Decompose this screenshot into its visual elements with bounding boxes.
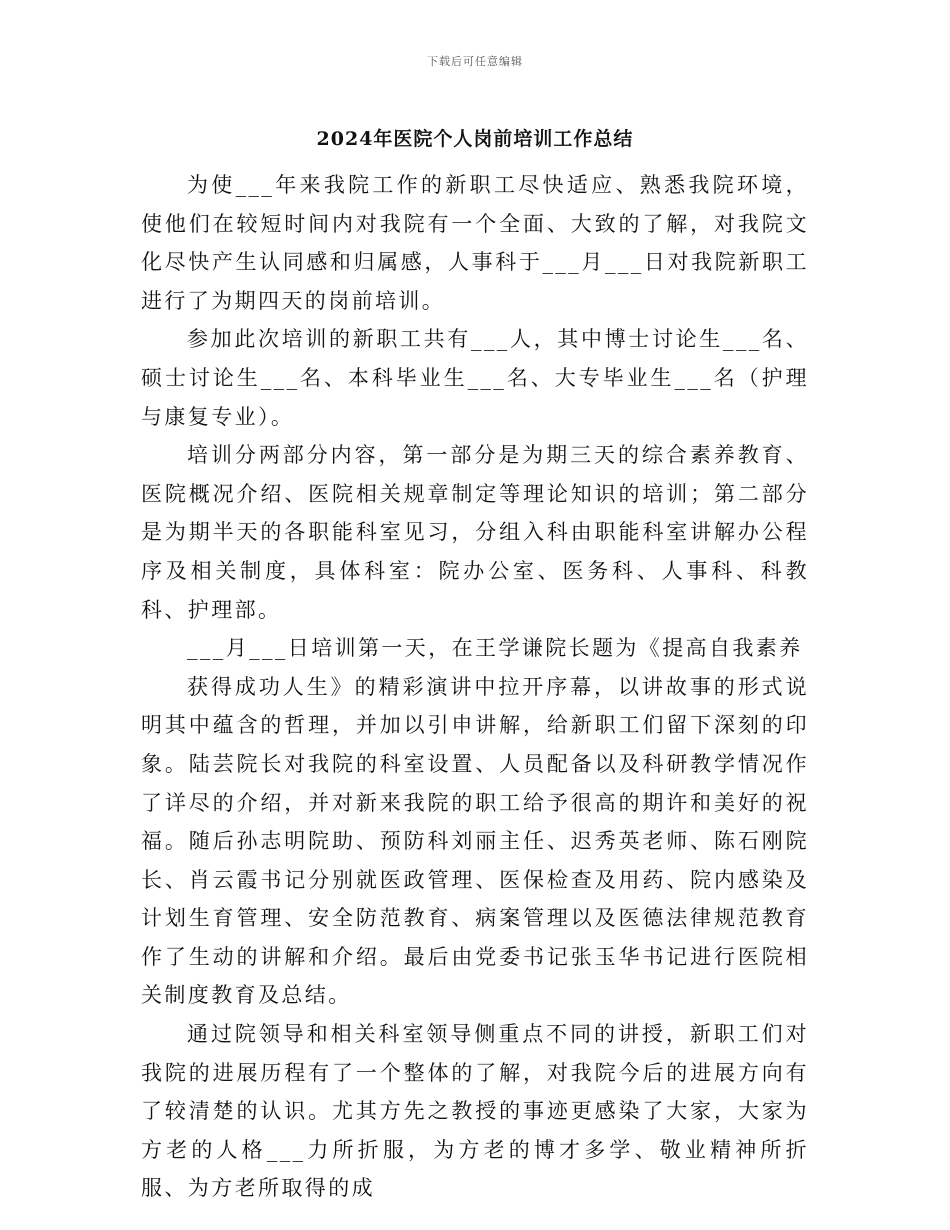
header-note: 下载后可任意编辑 — [427, 55, 523, 68]
paragraph-lecture: 获得成功人生》的精彩演讲中拉开序幕，以讲故事的形式说明其中蕴含的哲理，并加以引申讲解，给新职工们留下深刻的印象。陆芸院长对我院的科室设置、人员配备以及科研教学情况作了详尽的介绍，并对新来我院的职工给予很高的期许和美好的祝福。随后孙志明院助、预防科刘丽主任、迟秀英老师、陈石刚院长、肖云霞书记分别就医政管理、医保检查及用药、院内感染及计划生育管理、安全防范教育、病案管理以及医德法律规范教育作了生动的讲解和介绍。最后由党委书记张玉华书记进行医院相关制度教育及总结。 — [141, 674, 809, 1008]
paragraph-participants: 参加此次培训的新职工共有___人，其中博士讨论生___名、硕士讨论生___名、本科毕业生___名、大专毕业生___名（护理与康复专业）。 — [141, 327, 809, 429]
paragraph-content: 培训分两部分内容，第一部分是为期三天的综合素养教育、医院概况介绍、医院相关规章制定等理论知识的培训；第二部分是为期半天的各职能科室见习，分组入科由职能科室讲解办公程序及相关制度，具体科室：院办公室、医务科、人事科、科教科、护理部。 — [141, 443, 809, 622]
document-title: 2024年医院个人岗前培训工作总结 — [316, 128, 634, 150]
paragraph-intro: 为使___年来我院工作的新职工尽快适应、熟悉我院环境，使他们在较短时间内对我院有一个全面、大致的了解，对我院文化尽快产生认同感和归属感，人事科于___月___日对我院新职工进行了为期四天的岗前培训。 — [141, 173, 809, 313]
document-body — [141, 166, 809, 1208]
paragraph-summary: 通过院领导和相关科室领导侧重点不同的讲授，新职工们对我院的进展历程有了一个整体的了解，对我院今后的进展方向有了较清楚的认识。尤其方先之教授的事迹更感染了大家，大家为方老的人格___力所折服，为方老的博才多学、敬业精神所折服、为方老所取得的成 — [141, 1022, 809, 1201]
paragraph-first-day: ___月___日培训第一天，在王学谦院长题为《提高自我素养 — [187, 636, 803, 661]
